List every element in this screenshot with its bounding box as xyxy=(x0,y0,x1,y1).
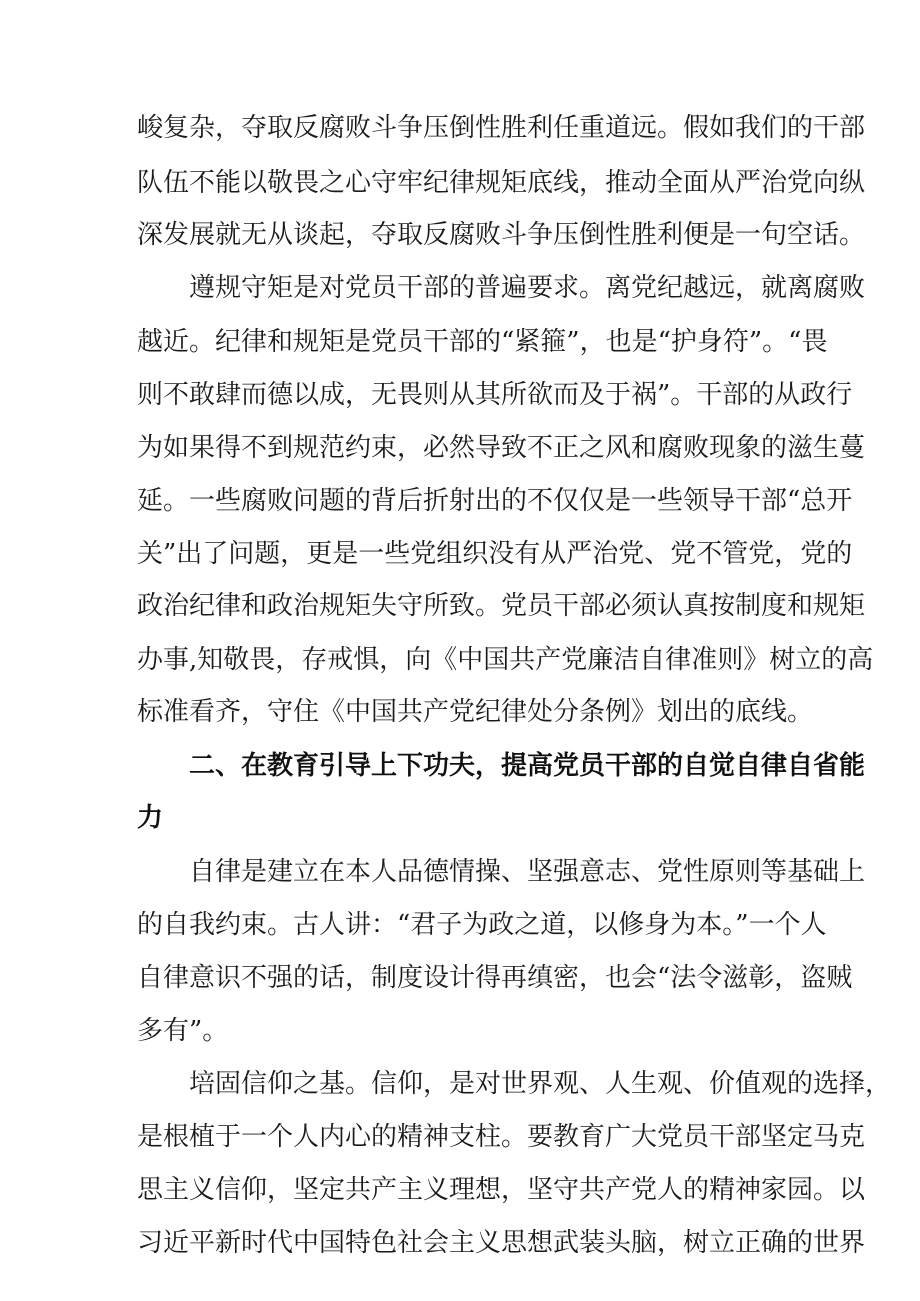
paragraph-2-line-9: 标准看齐，守住《中国共产党纪律处分条例》划出的底线。 xyxy=(137,697,814,727)
section-heading-line-2: 力 xyxy=(137,803,164,833)
paragraph-2-line-3: 则不敢肆而德以成，无畏则从其所欲而及于祸”。干部的从政行 xyxy=(137,380,853,410)
paragraph-2-line-7: 政治纪律和政治规矩失守所致。党员干部必须认真按制度和规矩 xyxy=(137,591,866,621)
paragraph-2-line-6: 关”出了问题，更是一些党组织没有从严治党、党不管党，党的 xyxy=(137,539,853,569)
paragraph-3-line-3: 自律意识不强的话，制度设计得再缜密，也会“法令滋彰，盗贼 xyxy=(137,963,853,993)
paragraph-2-line-4: 为如果得不到规范约束，必然导致不正之风和腐败现象的滋生蔓 xyxy=(137,433,866,463)
paragraph-2-line-5: 延。一些腐败问题的背后折射出的不仅仅是一些领导干部“总开 xyxy=(137,486,853,516)
paragraph-1-line-1: 峻复杂，夺取反腐败斗争压倒性胜利任重道远。假如我们的干部 xyxy=(137,113,866,143)
paragraph-4-line-1: 培固信仰之基。信仰，是对世界观、人生观、价值观的选择， xyxy=(189,1069,892,1099)
paragraph-3-line-1: 自律是建立在本人品德情操、坚强意志、党性原则等基础上 xyxy=(189,857,866,887)
paragraph-4-line-2: 是根植于一个人内心的精神支柱。要教育广大党员干部坚定马克 xyxy=(137,1122,866,1152)
paragraph-3-line-4: 多有”。 xyxy=(137,1016,229,1046)
paragraph-2-line-2: 越近。纪律和规矩是党员干部的“紧箍”，也是“护身符”。“畏 xyxy=(137,327,828,357)
section-heading-line-1: 二、在教育引导上下功夫，提高党员干部的自觉自律自省能 xyxy=(189,751,866,781)
paragraph-4-line-4: 习近平新时代中国特色社会主义思想武装头脑，树立正确的世界 xyxy=(137,1228,866,1258)
paragraph-2-line-8: 办事,知敬畏，存戒惧，向《中国共产党廉洁自律准则》树立的高 xyxy=(137,645,874,675)
paragraph-2-line-1: 遵规守矩是对党员干部的普遍要求。离党纪越远，就离腐败 xyxy=(189,273,866,303)
paragraph-4-line-3: 思主义信仰，坚定共产主义理想，坚守共产党人的精神家园。以 xyxy=(137,1175,866,1205)
paragraph-1-line-3: 深发展就无从谈起，夺取反腐败斗争压倒性胜利便是一句空话。 xyxy=(137,220,866,250)
paragraph-3-line-2: 的自我约束。古人讲：“君子为政之道，以修身为本。”一个人 xyxy=(137,910,827,940)
paragraph-1-line-2: 队伍不能以敬畏之心守牢纪律规矩底线，推动全面从严治党向纵 xyxy=(137,168,866,198)
